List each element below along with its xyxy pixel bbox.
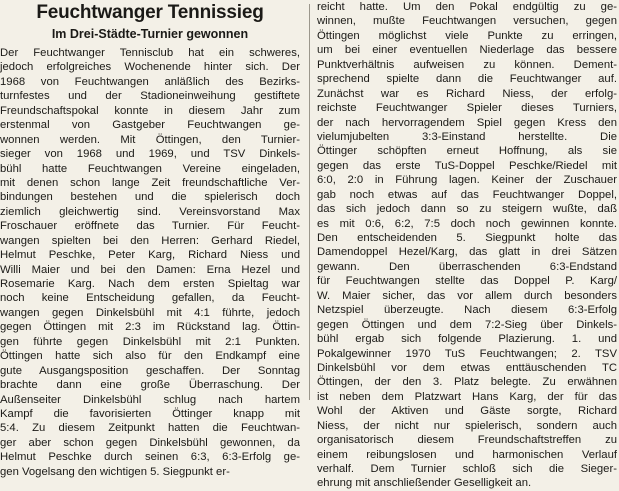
text-line: ger aber schon gegen Dinkelsbühl gewonnen, da bbox=[0, 436, 300, 449]
text-line: Willi Maier und bei den Damen: Erna Hezel und bbox=[0, 263, 300, 276]
text-line: Wohl der Aktiven und Gäste sorgte, Richard bbox=[317, 405, 617, 418]
text-line: Punktverhältnis aufweisen zu können. Dement- bbox=[317, 58, 617, 71]
text-line: Öttinger schöpften erneut Hoffnung, als sie bbox=[317, 145, 617, 158]
right-column bbox=[317, 0, 617, 491]
text-line: für Feuchtwangen stellte das Doppel P. Karg/ bbox=[317, 275, 617, 288]
text-line: Öttingen möglichst viele Punkte zu erringen, bbox=[317, 29, 617, 42]
text-line: gen Vogelsang den wichtigen 5. Siegpunkt er- bbox=[0, 465, 230, 478]
text-line: 6:0, 2:0 in Führung lagen. Keiner der Zuschauer bbox=[317, 174, 617, 187]
text-line: Zunächst war es Richard Niess, der erfolg- bbox=[317, 87, 617, 100]
text-line: Den entscheidenden 5. Siegpunkt holte das bbox=[317, 232, 617, 244]
text-line: sieger von 1968 und 1969, und TSV Dinkels- bbox=[0, 148, 300, 161]
text-line: winnen, mußte Feuchtwangen versuchen, gegen bbox=[317, 15, 617, 28]
text-line: gewann. Den überraschenden 6:3-Endstand bbox=[317, 260, 617, 273]
text-line: das sich jedoch dann so zu steigern wußte, daß bbox=[317, 203, 617, 216]
text-line: noch keine Entscheidung gefallen, da Feucht- bbox=[0, 292, 300, 305]
column-divider bbox=[309, 4, 310, 400]
text-line: Der Feuchtwanger Tennisclub hat ein schweres, bbox=[0, 47, 300, 59]
text-line: bühl hatte Feuchtwangen Vereine eingeladen, bbox=[0, 162, 300, 175]
text-line: Damendoppel Hezel/Karg, das glatt in drei Sätzen bbox=[317, 246, 617, 259]
text-line: mit denen schon lange Zeit freundschaftliche Ver- bbox=[0, 176, 300, 189]
text-line: der nach hervorragendem Spiel gegen Kress den bbox=[317, 116, 617, 129]
text-line: W. Maier sicher, das vor allem durch besonders bbox=[317, 289, 617, 302]
text-line: es mit 0:6, 6:2, 7:5 doch noch gewinnen konnte. bbox=[317, 217, 617, 230]
text-line: Netzspiel überzeugte. Nach diesem 6:3-Erfolg bbox=[317, 304, 617, 317]
text-line: ziemlich gleichwertig sind. Vereinsvorstand Max bbox=[0, 205, 300, 218]
text-line: Öttingen, der den 3. Platz belegte. Zu erwähnen bbox=[317, 376, 617, 389]
text-line: wonnen werden. Mit Öttingen, den Turnier- bbox=[0, 133, 300, 146]
text-line: turnfestes und der Stadioneinweihung gestiftete bbox=[0, 90, 300, 103]
text-line: bühl ergab sich folgende Plazierung. 1. und bbox=[317, 333, 617, 346]
text-line: 5:4. Zu diesem Zeitpunkt hatten die Feuchtwan- bbox=[0, 422, 300, 435]
text-line: bindungen bestehen und die spielerisch doch bbox=[0, 191, 300, 204]
text-line: gute Ausgangsposition geschaffen. Der Sonntag bbox=[0, 364, 300, 377]
text-line: Pokalgewinner 1970 TuS Feuchtwangen; 2. TSV bbox=[317, 347, 617, 360]
text-line: wangen gegen Dinkelsbühl mit 4:1 führte, jedoch bbox=[0, 306, 300, 319]
text-line: vielumjubelten 3:3-Einstand herstellte. Die bbox=[317, 130, 617, 143]
text-line: erstenmal von Gastgeber Feuchtwangen ge- bbox=[0, 119, 300, 132]
text-line: ist neben dem Platzwart Hans Karg, der für das bbox=[317, 390, 617, 403]
text-line: Rosemarie Karg. Nach dem ersten Spieltag war bbox=[0, 278, 300, 290]
text-line: gen führte gegen Dinkelsbühl mit 2:1 Punkten. bbox=[0, 335, 300, 348]
text-line: Helmut Peschke, Peter Karg, Richard Niess und bbox=[0, 249, 300, 262]
text-line: reicht hatte. Um den Pokal endgültig zu ge- bbox=[317, 1, 617, 13]
text-line: Öttingen hatte sich also für den Endkampf eine bbox=[0, 350, 300, 363]
text-line: reichste Feuchtwanger Spieler dieses Turniers, bbox=[317, 102, 617, 115]
text-line: Helmut Peschke durch seinen 6:3, 6:3-Erfolg ge- bbox=[0, 451, 300, 464]
text-line: 1968 von Feuchtwangen anläßlich des Bezirks- bbox=[0, 75, 300, 88]
text-line: Kampf die favorisierten Öttinger knapp mit bbox=[0, 407, 300, 420]
text-line: verhalf. Dem Turnier schloß sich die Sieger- bbox=[317, 463, 617, 475]
text-line: wangen spielten bei den Herren: Gerhard Riedel, bbox=[0, 234, 300, 247]
text-line: sprechend spielte dann die Feuchtwanger auf. bbox=[317, 73, 617, 86]
text-line: um bei einer eventuellen Niederlage das bessere bbox=[317, 44, 617, 57]
text-line: gegen Öttingen mit 2:3 im Rückstand lag. Öttin- bbox=[0, 321, 300, 334]
text-line: Außenseiter Dinkelsbühl schlug nach hartem bbox=[0, 393, 300, 406]
left-column bbox=[0, 46, 300, 479]
text-line: einem reibungslosen und harmonischen Verlauf bbox=[317, 448, 617, 461]
subheadline: Im Drei-Städte-Turnier gewonnen bbox=[51, 27, 249, 41]
text-line: gegen Öttingen und dem 7:2-Sieg über Dinkels- bbox=[317, 318, 617, 331]
text-line: Niess, der nicht nur spielerisch, sondern auch bbox=[317, 419, 617, 432]
headline: Feuchtwanger Tennissieg bbox=[36, 2, 264, 23]
text-line: Froschauer eröffnete das Turnier. Für Feucht- bbox=[0, 220, 300, 233]
text-line: brachte dann eine große Überraschung. Der bbox=[0, 379, 300, 392]
text-line: Freundschaftspokal konnte in diesem Jahr zum bbox=[0, 104, 300, 117]
text-line: Dinkelsbühl vor dem etwas enttäuschenden TC bbox=[317, 361, 617, 374]
text-line: jedoch erfolgreiches Wochenende hinter sich. Der bbox=[0, 61, 300, 74]
text-line: ehrung mit anschließender Geselligkeit an. bbox=[317, 477, 532, 490]
text-line: gegen das erste TuS-Doppel Peschke/Riedel mit bbox=[317, 159, 617, 172]
text-line: organisatorisch diesem Freundschaftstreffen zu bbox=[317, 434, 617, 447]
text-line: gab noch etwas auf das Feuchtwanger Doppel, bbox=[317, 188, 617, 201]
